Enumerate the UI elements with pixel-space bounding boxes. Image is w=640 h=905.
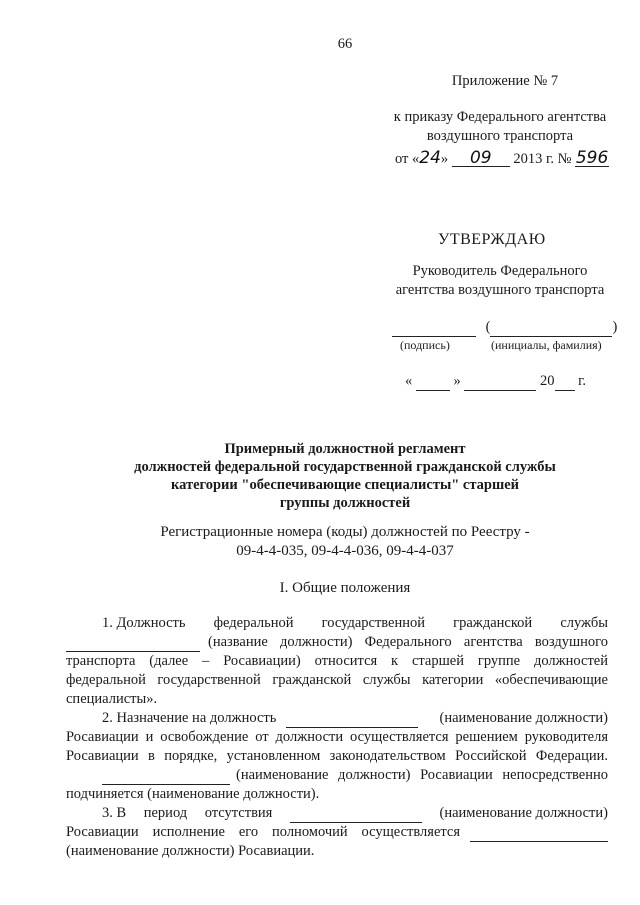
p2-line1-end: (наименование должности): [439, 710, 608, 726]
approver-position: [380, 262, 620, 300]
paragraph-1-line3: транспорта (далее – Росавиации) относится к старшей группе должностей: [66, 653, 608, 669]
approver-position-line1: Руководитель Федерального: [412, 263, 588, 279]
p3-word: отсутствия: [204, 805, 273, 821]
approve-heading: УТВЕРЖДАЮ: [438, 231, 546, 248]
paragraph-2-line5: подчиняется (наименование должности).: [66, 786, 320, 802]
p3-word: 3. В: [102, 805, 127, 821]
paragraph-3-line1: [66, 804, 608, 823]
paragraph-2-line2: Росавиации и освобождение от должности осуществляется решением руководителя: [66, 729, 608, 745]
paragraph-1-line2: [66, 633, 608, 652]
order-reference: [380, 108, 620, 146]
document-title-line4: группы должностей: [279, 495, 411, 511]
document-title-line1: Примерный должностной регламент: [224, 441, 466, 457]
order-date: [395, 149, 609, 169]
order-month: 09: [452, 150, 510, 167]
approval-date-close: »: [453, 373, 461, 389]
p1-word: государственной: [321, 615, 426, 631]
signature-row: [392, 318, 617, 337]
section-heading: I. Общие положения: [279, 580, 411, 596]
signature-line: [392, 322, 476, 337]
position-blank-3: [102, 770, 230, 785]
document-title: [95, 440, 595, 512]
appendix-title: Приложение № 7: [451, 73, 559, 89]
p3-word: период: [143, 805, 188, 821]
approval-year-suffix: г.: [578, 373, 587, 389]
registration-line2: 09-4-4-035, 09-4-4-036, 09-4-4-037: [236, 543, 454, 559]
approval-date-open: «: [405, 373, 413, 389]
order-year: 2013 г. №: [513, 151, 572, 167]
approval-month-blank: [464, 376, 536, 391]
document-title-line2: должностей федеральной государственной гражданской службы: [134, 459, 556, 475]
paragraph-1-line5: специалисты».: [66, 691, 158, 707]
position-blank-5: [470, 827, 608, 842]
paren-open: (: [485, 319, 491, 335]
p3-line2-text: Росавиации исполнение его полномочий осуществляется: [66, 824, 460, 840]
approval-date-row: [405, 372, 586, 391]
approval-day-blank: [416, 376, 450, 391]
approval-year-blank: [555, 376, 575, 391]
p2-line1-text: 2. Назначение на должность: [102, 710, 277, 726]
page-number: 66: [337, 36, 353, 52]
paragraph-2-line1: [66, 709, 608, 728]
p3-word: (наименование должности): [439, 805, 608, 821]
registration-codes: [95, 523, 595, 561]
order-reference-line2: воздушного транспорта: [426, 128, 574, 144]
p1-word: гражданской: [453, 615, 533, 631]
paren-close: ): [612, 319, 618, 335]
order-reference-line1: к приказу Федерального агентства: [393, 109, 607, 125]
position-blank-2: [286, 713, 418, 728]
order-number: 596: [575, 148, 609, 168]
position-name-blank: [66, 637, 200, 652]
signature-captions: [400, 336, 602, 355]
p2-line4-text: (наименование должности) Росавиации непосредственно: [236, 767, 608, 783]
approver-position-line2: агентства воздушного транспорта: [395, 282, 605, 298]
paragraph-3-line2: [66, 823, 608, 842]
paragraph-2-line3: Росавиации в порядке, установленном законодательством Российской Федерации.: [66, 748, 608, 764]
initials-line: [490, 322, 612, 337]
order-date-prefix: от «: [395, 151, 420, 167]
paragraph-1: [66, 614, 608, 709]
p1-word: службы: [560, 615, 608, 631]
initials-caption: (инициалы, фамилия): [491, 338, 602, 352]
paragraph-3: [66, 804, 608, 861]
order-date-mid: »: [440, 151, 449, 167]
order-day: 24: [419, 148, 441, 168]
registration-line1: Регистрационные номера (коды) должностей по Реестру -: [160, 524, 530, 540]
p1-word: федеральной: [213, 615, 294, 631]
paragraph-3-line3: (наименование должности) Росавиации.: [66, 843, 315, 859]
p1-line2-text: (название должности) Федерального агентства воздушного: [208, 634, 608, 650]
approval-year-prefix: 20: [540, 373, 555, 389]
signature-caption: (подпись): [400, 338, 450, 352]
paragraph-1-line4: федеральной государственной гражданской службы категории «обеспечивающие: [66, 672, 608, 688]
p1-word: 1. Должность: [102, 615, 186, 631]
paragraph-2: [66, 709, 608, 804]
document-title-line3: категории "обеспечивающие специалисты" старшей: [170, 477, 520, 493]
paragraph-1-line1: [66, 614, 608, 633]
paragraph-2-line4: [66, 766, 608, 785]
position-blank-4: [290, 808, 422, 823]
